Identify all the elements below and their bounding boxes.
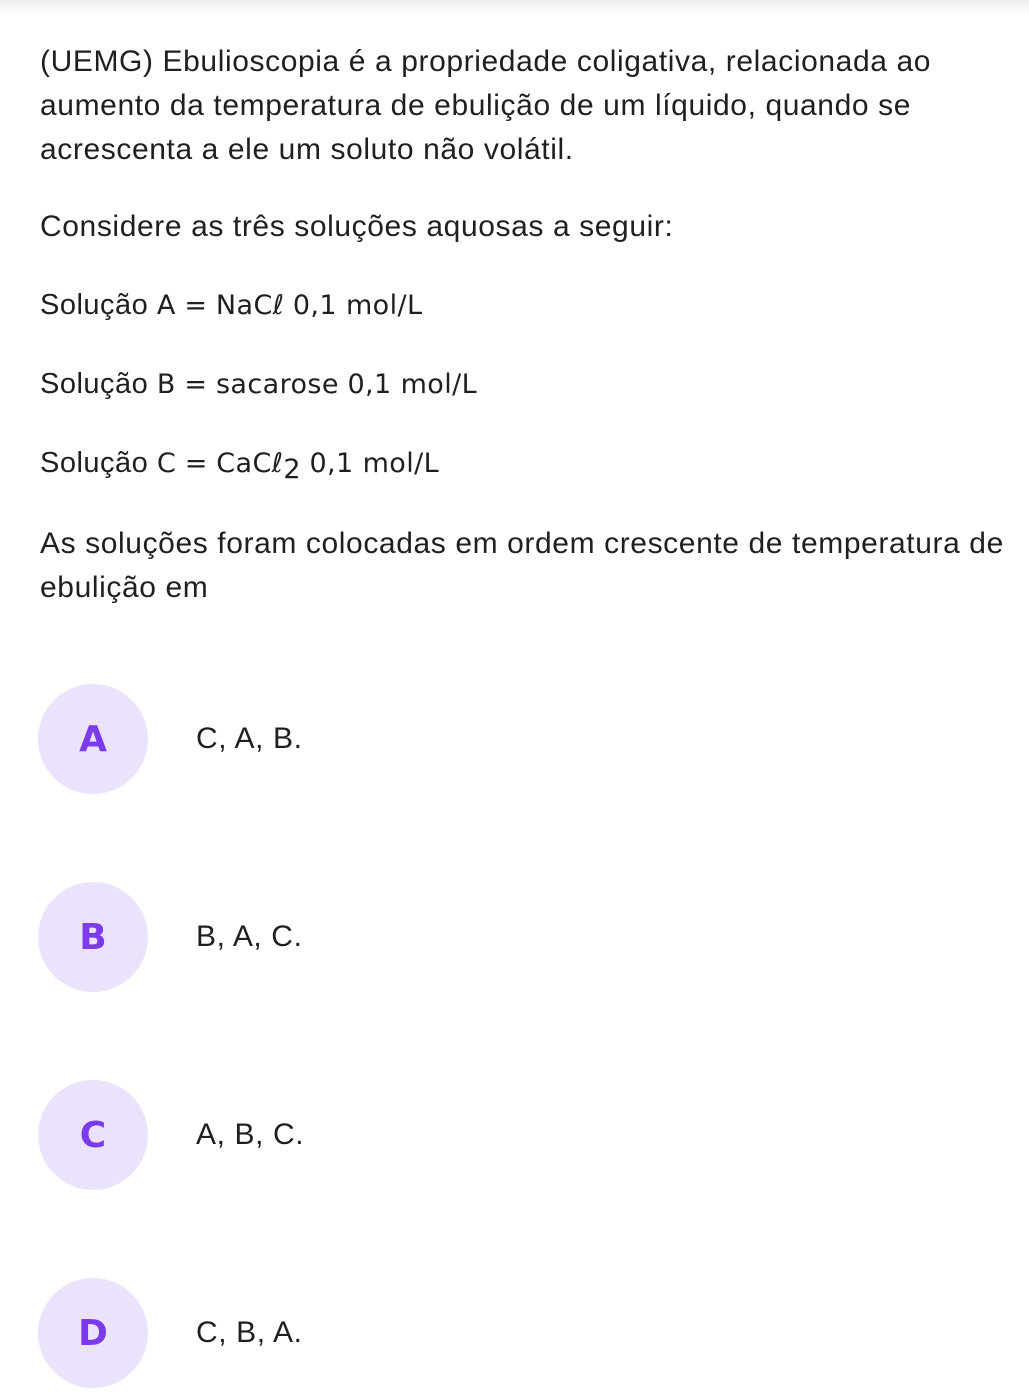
option-badge[interactable] xyxy=(38,882,148,992)
solution-equals: = xyxy=(184,369,208,400)
solution-a xyxy=(40,285,1015,326)
solution-equals: = xyxy=(184,448,208,479)
solution-id: C xyxy=(156,448,177,479)
solution-formula: sacarose xyxy=(215,369,339,400)
solution-id: A xyxy=(156,290,176,321)
option-text[interactable]: A, B, C. xyxy=(196,1118,305,1151)
option-badge[interactable] xyxy=(38,1278,148,1388)
option-text[interactable]: C, B, A. xyxy=(196,1316,303,1349)
option-badge[interactable] xyxy=(38,684,148,794)
solution-c xyxy=(40,443,1015,484)
option-text[interactable]: C, A, B. xyxy=(196,722,303,755)
option-badge[interactable] xyxy=(38,1080,148,1190)
question-block xyxy=(40,40,1015,610)
top-shadow xyxy=(0,0,1029,14)
question-consider: Considere as três soluções aquosas a seguir: xyxy=(40,210,674,243)
solution-label: Solução xyxy=(40,289,149,321)
solution-concentration: 0,1 mol/L xyxy=(309,448,440,479)
solution-id: B xyxy=(156,369,176,400)
solution-concentration: 0,1 mol/L xyxy=(292,290,423,321)
solution-subscript: 2 xyxy=(283,454,301,485)
option-letter: B xyxy=(79,916,107,958)
solution-formula: CaCℓ xyxy=(216,448,284,479)
solution-label: Solução xyxy=(40,368,149,400)
question-order-text: As soluções foram colocadas em ordem crescente de temperatura de ebulição em xyxy=(40,527,1004,604)
solution-b xyxy=(40,364,1015,405)
solution-label: Solução xyxy=(40,447,149,479)
option-b[interactable] xyxy=(38,882,978,992)
option-text[interactable]: B, A, C. xyxy=(196,920,303,953)
question-intro: (UEMG) Ebulioscopia é a propriedade coligativa, relacionada ao aumento da temperatura de ebulição de um líquido, quando se acrescenta a ele um soluto não volátil. xyxy=(40,45,932,166)
option-c[interactable] xyxy=(38,1080,978,1190)
solution-equals: = xyxy=(184,290,208,321)
option-letter: C xyxy=(79,1114,107,1156)
solution-formula: NaCℓ xyxy=(215,290,285,321)
option-letter: D xyxy=(78,1312,108,1354)
option-a[interactable] xyxy=(38,684,978,794)
option-letter: A xyxy=(79,718,107,760)
option-d[interactable] xyxy=(38,1278,978,1388)
solution-concentration: 0,1 mol/L xyxy=(347,369,478,400)
